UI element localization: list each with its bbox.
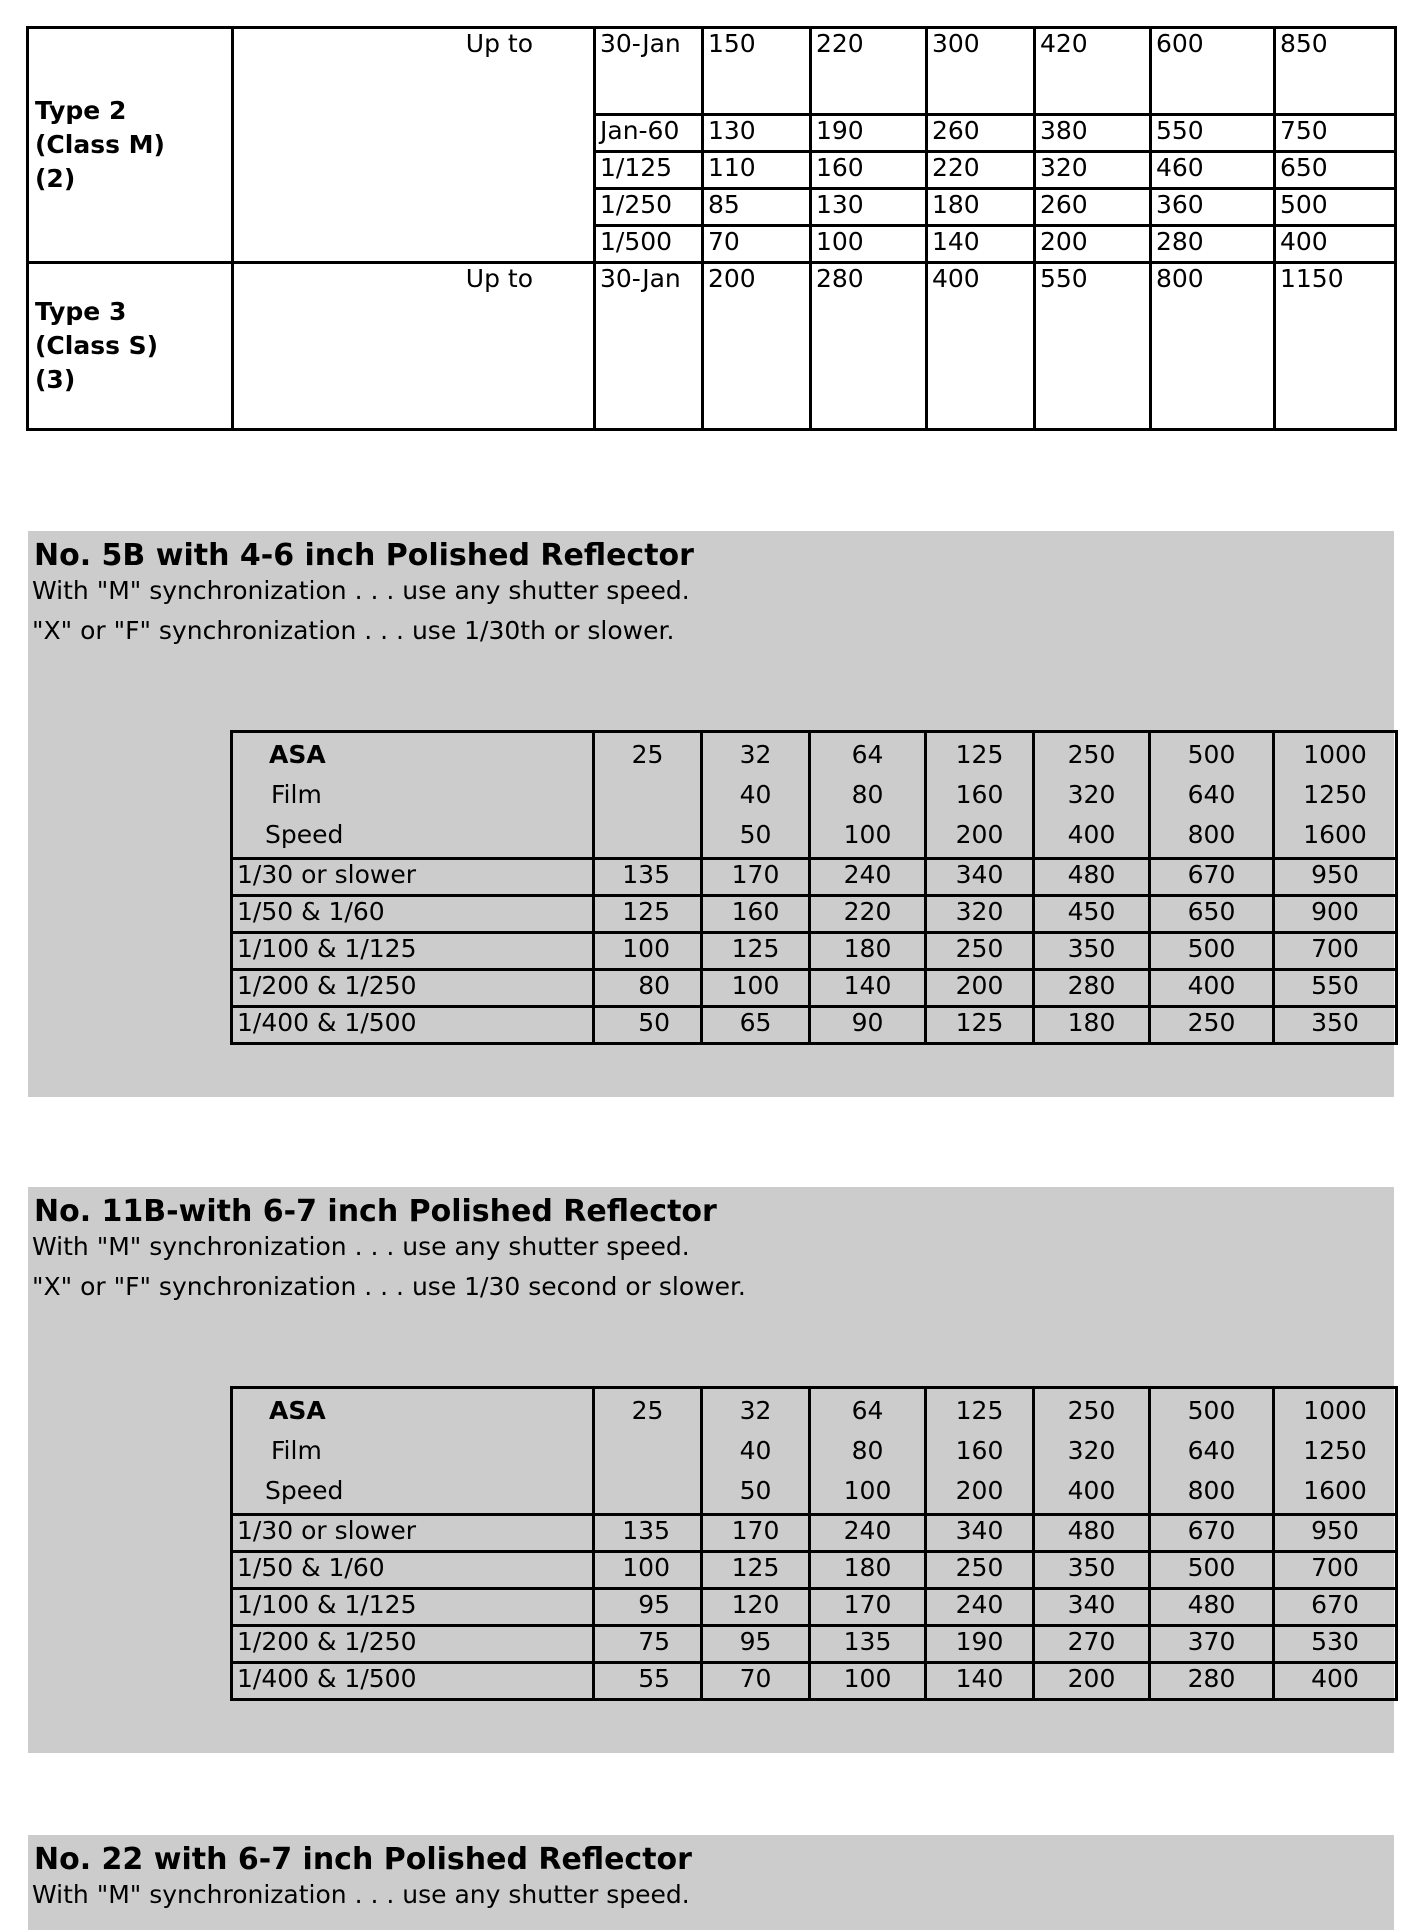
table-cell: 400: [1275, 226, 1396, 263]
asa-value: 250: [1067, 1396, 1116, 1425]
guide-number-cell: 220: [810, 896, 926, 933]
asa-value: 1250: [1303, 1436, 1367, 1465]
guide-number-cell: 280: [1150, 1663, 1274, 1700]
table-cell: 85: [703, 189, 811, 226]
asa-value: 640: [1187, 1436, 1236, 1465]
table-cell: 280: [811, 263, 927, 430]
guide-number-cell: 950: [1274, 1515, 1397, 1552]
guide-number-cell: 65: [702, 1007, 810, 1044]
section-note: "X" or "F" synchronization . . . use 1/30 second or slower.: [32, 1272, 746, 1301]
asa-value: 50: [739, 1476, 772, 1505]
asa-value: 1250: [1303, 780, 1367, 809]
table-cell: 1/500: [595, 226, 703, 263]
asa-column-header: [702, 1388, 810, 1515]
guide-number-cell: 280: [1034, 970, 1150, 1007]
asa-value: 250: [1067, 740, 1116, 769]
guide-number-cell: 100: [594, 933, 702, 970]
asa-value: 40: [739, 1436, 772, 1465]
table-row: [232, 933, 1397, 970]
table-row: [232, 1626, 1397, 1663]
shutter-speed-label: 1/400 & 1/500: [232, 1007, 594, 1044]
shutter-speed-label: 1/30 or slower: [232, 1515, 594, 1552]
asa-column-header: [1150, 732, 1274, 859]
guide-number-cell: 100: [594, 1552, 702, 1589]
guide-number-cell: 170: [810, 1589, 926, 1626]
guide-number-cell: 250: [926, 1552, 1034, 1589]
asa-value: 320: [1067, 780, 1116, 809]
asa-value: 400: [1067, 1476, 1116, 1505]
guide-number-cell: 350: [1034, 1552, 1150, 1589]
guide-number-cell: 370: [1150, 1626, 1274, 1663]
asa-column-header: [594, 1388, 702, 1515]
table-cell: 420: [1035, 28, 1151, 115]
flash-type-label: [28, 28, 233, 263]
guide-number-cell: 50: [594, 1007, 702, 1044]
asa-value: 400: [1067, 820, 1116, 849]
guide-number-cell: 95: [702, 1626, 810, 1663]
asa-value: 25: [631, 1396, 664, 1425]
guide-number-cell: 530: [1274, 1626, 1397, 1663]
section-22: [28, 1835, 1394, 1930]
table-cell: 300: [927, 28, 1035, 115]
guide-number-cell: 400: [1274, 1663, 1397, 1700]
asa-header-row: [232, 1388, 1397, 1515]
table-cell: 260: [927, 115, 1035, 152]
guide-number-cell: 100: [810, 1663, 926, 1700]
exposure-table-types: [26, 26, 1397, 431]
table-row: [28, 28, 1396, 115]
table-cell: 1150: [1275, 263, 1396, 430]
asa-label-line: Film: [271, 1436, 322, 1465]
table-cell: 130: [703, 115, 811, 152]
asa-value: 32: [739, 1396, 772, 1425]
guide-number-cell: 700: [1274, 933, 1397, 970]
up-to-label: Up to: [233, 263, 595, 430]
guide-number-cell: 120: [702, 1589, 810, 1626]
guide-number-cell: 80: [594, 970, 702, 1007]
table-cell: 180: [927, 189, 1035, 226]
guide-number-cell: 135: [594, 859, 702, 896]
asa-value: 640: [1187, 780, 1236, 809]
guide-number-cell: 670: [1150, 1515, 1274, 1552]
guide-number-cell: 900: [1274, 896, 1397, 933]
asa-column-header: [1034, 732, 1150, 859]
guide-number-cell: 450: [1034, 896, 1150, 933]
asa-column-header: [1274, 732, 1397, 859]
guide-number-table-11b: [230, 1386, 1398, 1701]
guide-number-cell: 180: [810, 933, 926, 970]
table-cell: 110: [703, 152, 811, 189]
guide-number-cell: 70: [702, 1663, 810, 1700]
table-cell: Jan-60: [595, 115, 703, 152]
asa-column-header: [926, 1388, 1034, 1515]
guide-number-cell: 700: [1274, 1552, 1397, 1589]
table-row: [232, 1007, 1397, 1044]
table-cell: 400: [927, 263, 1035, 430]
shutter-speed-label: 1/100 & 1/125: [232, 1589, 594, 1626]
guide-number-cell: 320: [926, 896, 1034, 933]
guide-number-cell: 340: [1034, 1589, 1150, 1626]
section-title: No. 22 with 6-7 inch Polished Reflector: [34, 1842, 692, 1877]
type-label-line: (2): [35, 164, 76, 193]
asa-value: 100: [843, 1476, 892, 1505]
shutter-speed-label: 1/100 & 1/125: [232, 933, 594, 970]
asa-value: 200: [955, 1476, 1004, 1505]
guide-number-cell: 200: [1034, 1663, 1150, 1700]
table-cell: 30-Jan: [595, 28, 703, 115]
shutter-speed-label: 1/50 & 1/60: [232, 1552, 594, 1589]
asa-value: 500: [1187, 740, 1236, 769]
guide-number-cell: 350: [1034, 933, 1150, 970]
guide-number-cell: 340: [926, 859, 1034, 896]
table-cell: 140: [927, 226, 1035, 263]
table-row: [232, 1663, 1397, 1700]
guide-number-cell: 125: [702, 933, 810, 970]
guide-number-cell: 500: [1150, 1552, 1274, 1589]
table-row: [28, 263, 1396, 430]
guide-number-cell: 160: [702, 896, 810, 933]
asa-label-line: ASA: [269, 1396, 326, 1425]
guide-number-cell: 190: [926, 1626, 1034, 1663]
asa-column-header: [810, 1388, 926, 1515]
table-cell: 850: [1275, 28, 1396, 115]
guide-number-cell: 670: [1150, 859, 1274, 896]
table-cell: 70: [703, 226, 811, 263]
type-label-line: Type 2: [35, 96, 127, 125]
section-note: "X" or "F" synchronization . . . use 1/30th or slower.: [32, 616, 675, 645]
asa-column-header: [702, 732, 810, 859]
table-cell: 460: [1151, 152, 1275, 189]
guide-number-cell: 170: [702, 1515, 810, 1552]
table-cell: 220: [811, 28, 927, 115]
guide-number-cell: 55: [594, 1663, 702, 1700]
guide-number-cell: 100: [702, 970, 810, 1007]
table-cell: 360: [1151, 189, 1275, 226]
guide-number-cell: 670: [1274, 1589, 1397, 1626]
table-row: [232, 1552, 1397, 1589]
table-cell: 650: [1275, 152, 1396, 189]
asa-column-header: [926, 732, 1034, 859]
guide-number-cell: 550: [1274, 970, 1397, 1007]
guide-number-cell: 170: [702, 859, 810, 896]
table-cell: 200: [1035, 226, 1151, 263]
asa-column-header: [810, 732, 926, 859]
asa-value: 1600: [1303, 1476, 1367, 1505]
asa-value: 160: [955, 780, 1004, 809]
table-cell: 280: [1151, 226, 1275, 263]
table-cell: 380: [1035, 115, 1151, 152]
type-label-line: (Class M): [35, 130, 165, 159]
asa-value: 160: [955, 1436, 1004, 1465]
shutter-speed-label: 1/50 & 1/60: [232, 896, 594, 933]
guide-number-table-5b: [230, 730, 1398, 1045]
table-cell: 100: [811, 226, 927, 263]
guide-number-cell: 240: [926, 1589, 1034, 1626]
asa-film-speed-label: [232, 1388, 594, 1515]
section-note: With "M" synchronization . . . use any shutter speed.: [32, 576, 690, 605]
guide-number-cell: 125: [926, 1007, 1034, 1044]
asa-value: 200: [955, 820, 1004, 849]
asa-value: 800: [1187, 820, 1236, 849]
table-cell: 1/125: [595, 152, 703, 189]
asa-label-line: Speed: [265, 820, 344, 849]
guide-number-cell: 180: [1034, 1007, 1150, 1044]
section-note: With "M" synchronization . . . use any shutter speed.: [32, 1880, 690, 1909]
up-to-label: Up to: [233, 28, 595, 263]
guide-number-cell: 75: [594, 1626, 702, 1663]
guide-number-cell: 200: [926, 970, 1034, 1007]
table-cell: 160: [811, 152, 927, 189]
asa-value: 100: [843, 820, 892, 849]
shutter-speed-label: 1/200 & 1/250: [232, 1626, 594, 1663]
asa-column-header: [594, 732, 702, 859]
table-cell: 500: [1275, 189, 1396, 226]
asa-label-line: Film: [271, 780, 322, 809]
asa-column-header: [1150, 1388, 1274, 1515]
asa-value: 80: [851, 780, 884, 809]
asa-value: 320: [1067, 1436, 1116, 1465]
table-cell: 220: [927, 152, 1035, 189]
table-row: [232, 896, 1397, 933]
type-label-line: (3): [35, 365, 76, 394]
guide-number-cell: 140: [926, 1663, 1034, 1700]
asa-value: 1000: [1303, 1396, 1367, 1425]
asa-value: 64: [851, 1396, 884, 1425]
guide-number-cell: 650: [1150, 896, 1274, 933]
asa-value: 50: [739, 820, 772, 849]
guide-number-cell: 480: [1034, 1515, 1150, 1552]
asa-label-line: Speed: [265, 1476, 344, 1505]
asa-value: 125: [955, 740, 1004, 769]
guide-number-cell: 95: [594, 1589, 702, 1626]
guide-number-cell: 500: [1150, 933, 1274, 970]
shutter-speed-label: 1/30 or slower: [232, 859, 594, 896]
table-row: [232, 970, 1397, 1007]
table-cell: 260: [1035, 189, 1151, 226]
table-cell: 190: [811, 115, 927, 152]
asa-label-line: ASA: [269, 740, 326, 769]
section-title: No. 5B with 4-6 inch Polished Reflector: [34, 538, 694, 573]
asa-header-row: [232, 732, 1397, 859]
shutter-speed-label: 1/400 & 1/500: [232, 1663, 594, 1700]
guide-number-cell: 125: [594, 896, 702, 933]
guide-number-cell: 480: [1034, 859, 1150, 896]
type-label-line: Type 3: [35, 297, 127, 326]
guide-number-cell: 400: [1150, 970, 1274, 1007]
table-row: [232, 1589, 1397, 1626]
section-note: With "M" synchronization . . . use any shutter speed.: [32, 1232, 690, 1261]
guide-number-cell: 250: [926, 933, 1034, 970]
guide-number-cell: 340: [926, 1515, 1034, 1552]
guide-number-cell: 140: [810, 970, 926, 1007]
asa-value: 32: [739, 740, 772, 769]
asa-film-speed-label: [232, 732, 594, 859]
table-cell: 150: [703, 28, 811, 115]
table-row: [232, 1515, 1397, 1552]
table-cell: 320: [1035, 152, 1151, 189]
guide-number-cell: 90: [810, 1007, 926, 1044]
asa-column-header: [1034, 1388, 1150, 1515]
shutter-speed-label: 1/200 & 1/250: [232, 970, 594, 1007]
guide-number-cell: 135: [810, 1626, 926, 1663]
asa-value: 125: [955, 1396, 1004, 1425]
guide-number-cell: 270: [1034, 1626, 1150, 1663]
table-cell: 550: [1151, 115, 1275, 152]
asa-value: 40: [739, 780, 772, 809]
guide-number-cell: 950: [1274, 859, 1397, 896]
guide-number-cell: 240: [810, 1515, 926, 1552]
guide-number-cell: 480: [1150, 1589, 1274, 1626]
guide-number-cell: 135: [594, 1515, 702, 1552]
table-cell: 600: [1151, 28, 1275, 115]
table-cell: 550: [1035, 263, 1151, 430]
guide-number-cell: 350: [1274, 1007, 1397, 1044]
table-cell: 1/250: [595, 189, 703, 226]
asa-value: 800: [1187, 1476, 1236, 1505]
asa-value: 500: [1187, 1396, 1236, 1425]
flash-type-label: [28, 263, 233, 430]
asa-value: 1600: [1303, 820, 1367, 849]
asa-value: 1000: [1303, 740, 1367, 769]
asa-value: 64: [851, 740, 884, 769]
asa-value: 80: [851, 1436, 884, 1465]
asa-value: 25: [631, 740, 664, 769]
table-row: [232, 859, 1397, 896]
table-cell: 800: [1151, 263, 1275, 430]
table-cell: 130: [811, 189, 927, 226]
guide-number-cell: 180: [810, 1552, 926, 1589]
table-cell: 750: [1275, 115, 1396, 152]
type-label-line: (Class S): [35, 331, 159, 360]
table-cell: 200: [703, 263, 811, 430]
guide-number-cell: 240: [810, 859, 926, 896]
asa-column-header: [1274, 1388, 1397, 1515]
guide-number-cell: 125: [702, 1552, 810, 1589]
table-cell: 30-Jan: [595, 263, 703, 430]
section-title: No. 11B-with 6-7 inch Polished Reflector: [34, 1194, 717, 1229]
guide-number-cell: 250: [1150, 1007, 1274, 1044]
